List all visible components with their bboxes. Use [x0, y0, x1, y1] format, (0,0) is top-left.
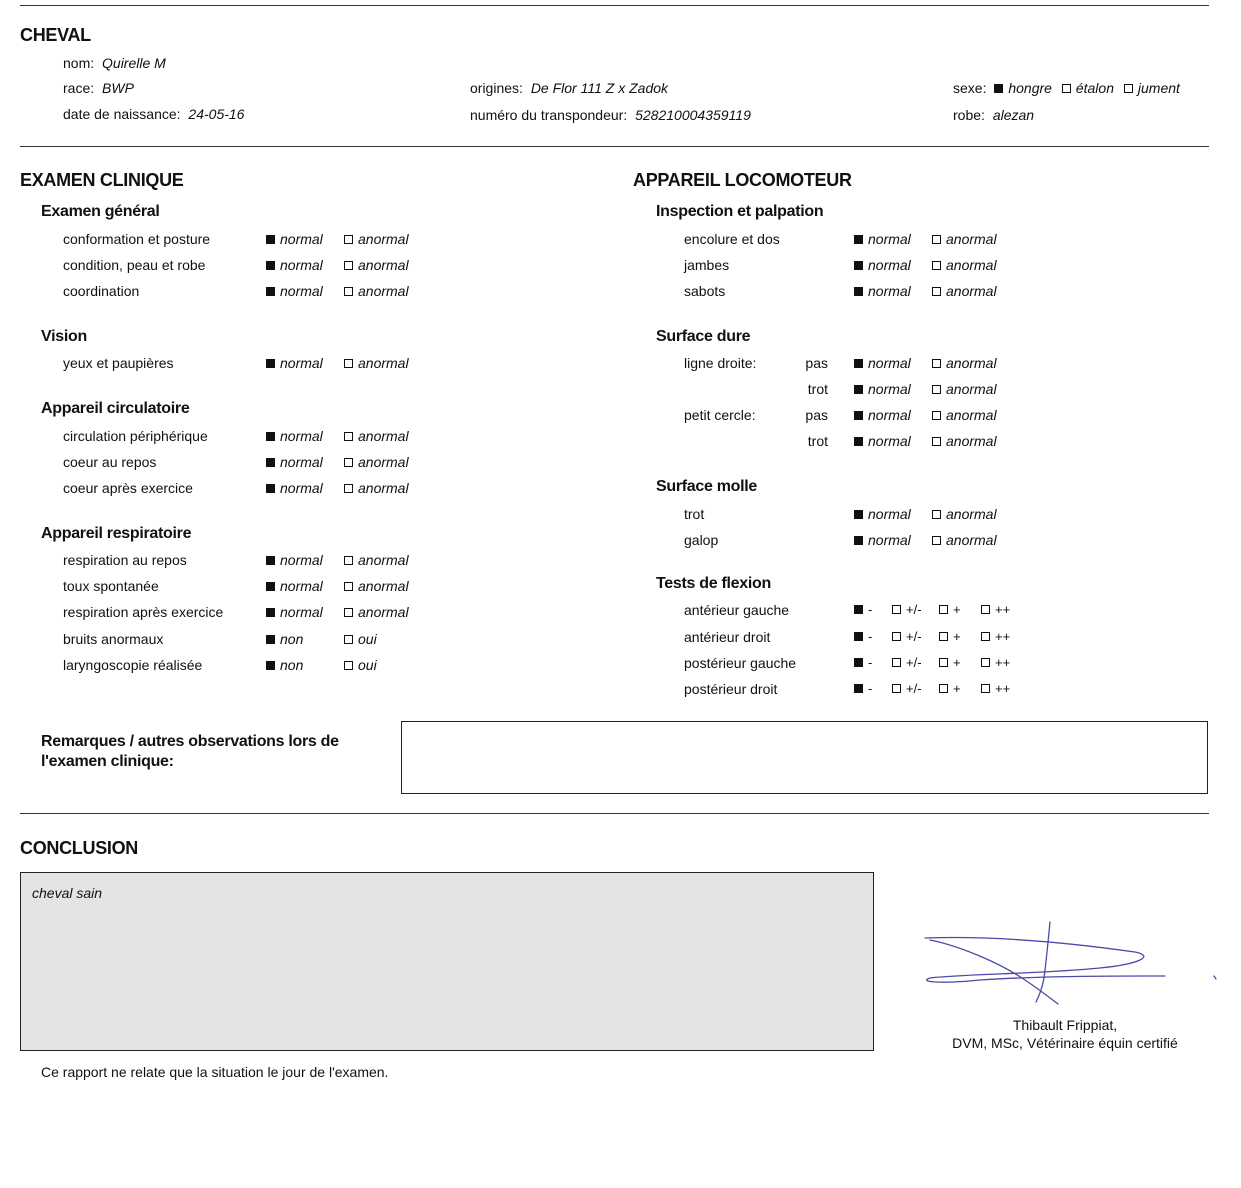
horse-origines-row: origines: De Flor 111 Z x Zadok [470, 80, 669, 96]
subsection-title-circulatoire: Appareil circulatoire [41, 400, 190, 417]
row-label: yeux et paupières [63, 355, 174, 371]
checkbox-checked-icon [266, 661, 275, 670]
checkbox-empty-icon [932, 411, 941, 420]
checkbox-empty-icon [344, 359, 353, 368]
option-group: normal anormal [266, 480, 409, 496]
divider-examen [20, 146, 1209, 147]
checkbox-checked-icon [266, 287, 275, 296]
checkbox-checked-icon [854, 658, 863, 667]
checkbox-empty-icon [344, 287, 353, 296]
checkbox-checked-icon [854, 235, 863, 244]
row-label: condition, peau et robe [63, 257, 206, 273]
row-label-petit-cercle: petit cercle: [684, 407, 756, 423]
checkbox-checked-icon [266, 608, 275, 617]
checkbox-empty-icon [981, 632, 990, 641]
checkbox-empty-icon [892, 605, 901, 614]
checkbox-empty-icon [932, 359, 941, 368]
option-group: normal anormal [854, 407, 997, 423]
checkbox-checked-icon [266, 359, 275, 368]
checkbox-checked-icon [266, 484, 275, 493]
checkbox-checked-icon [854, 261, 863, 270]
checkbox-empty-icon [344, 661, 353, 670]
row-label: coordination [63, 283, 140, 299]
checkbox-checked-icon [854, 385, 863, 394]
row-label: respiration après exercice [63, 604, 224, 620]
gait-label: trot [807, 433, 828, 449]
horse-race-value: BWP [102, 80, 134, 96]
checkbox-checked-icon [266, 556, 275, 565]
row-label: encolure et dos [684, 231, 780, 247]
option-group: normal anormal [854, 506, 997, 522]
horse-name-row: nom: Quirelle M [63, 55, 166, 71]
section-title-locomoteur: APPAREIL LOCOMOTEUR [633, 170, 852, 190]
checkbox-checked-icon [994, 84, 1003, 93]
row-label: postérieur gauche [684, 655, 797, 671]
checkbox-empty-icon [981, 658, 990, 667]
checkbox-empty-icon [932, 261, 941, 270]
checkbox-empty-icon [932, 510, 941, 519]
divider-conclusion [20, 813, 1209, 814]
option-group: normal anormal [854, 257, 997, 273]
option-group: normal anormal [266, 428, 409, 444]
horse-transpondeur-value: 528210004359119 [635, 107, 751, 123]
checkbox-checked-icon [854, 632, 863, 641]
flexion-grades: - +/- + ++ [854, 655, 1010, 670]
row-label: laryngoscopie réalisée [63, 657, 203, 673]
checkbox-checked-icon [266, 458, 275, 467]
option-group: non oui [266, 657, 377, 673]
checkbox-checked-icon [266, 432, 275, 441]
flexion-grades: - +/- + ++ [854, 629, 1010, 644]
checkbox-checked-icon [266, 261, 275, 270]
row-label: sabots [684, 283, 726, 299]
section-title-examen: EXAMEN CLINIQUE [20, 170, 184, 190]
signature-name: Thibault Frippiat, [1012, 1017, 1118, 1033]
checkbox-empty-icon [344, 458, 353, 467]
horse-origines-value: De Flor 111 Z x Zadok [530, 80, 669, 96]
checkbox-checked-icon [854, 536, 863, 545]
horse-sexe-row: sexe: hongre étalon jument [953, 80, 1180, 96]
option-group: normal anormal [854, 355, 997, 371]
row-label: coeur au repos [63, 454, 157, 470]
flexion-grades: - +/- + ++ [854, 602, 1010, 617]
checkbox-empty-icon [344, 635, 353, 644]
subsection-title-inspection: Inspection et palpation [656, 203, 824, 220]
subsection-title-respiratoire: Appareil respiratoire [41, 525, 192, 542]
checkbox-empty-icon [344, 432, 353, 441]
gait-label: trot [807, 381, 828, 397]
checkbox-checked-icon [854, 605, 863, 614]
row-label: respiration au repos [63, 552, 187, 568]
checkbox-checked-icon [854, 510, 863, 519]
horse-robe-row: robe: alezan [953, 107, 1035, 123]
footer-disclaimer: Ce rapport ne relate que la situation le jour de l'examen. [41, 1064, 389, 1080]
checkbox-checked-icon [854, 287, 863, 296]
checkbox-empty-icon [892, 658, 901, 667]
divider-top [20, 5, 1209, 6]
checkbox-empty-icon [344, 608, 353, 617]
option-group: non oui [266, 631, 377, 647]
option-group: normal anormal [266, 257, 409, 273]
checkbox-checked-icon [854, 359, 863, 368]
checkbox-checked-icon [854, 684, 863, 693]
checkbox-empty-icon [932, 235, 941, 244]
remarks-label: Remarques / autres observations lors de l'examen clinique: [41, 733, 339, 770]
subsection-title-general: Examen général [41, 203, 160, 220]
option-group: normal anormal [266, 604, 409, 620]
gait-label: pas [805, 355, 828, 371]
checkbox-checked-icon [266, 582, 275, 591]
horse-name-value: Quirelle M [102, 55, 166, 71]
section-title-conclusion: CONCLUSION [20, 838, 138, 858]
checkbox-empty-icon [1062, 84, 1071, 93]
signature-graphic [920, 918, 1225, 1010]
checkbox-empty-icon [892, 632, 901, 641]
remarks-box[interactable] [401, 721, 1208, 794]
checkbox-empty-icon [932, 287, 941, 296]
row-label: postérieur droit [684, 681, 778, 697]
checkbox-checked-icon [854, 437, 863, 446]
checkbox-empty-icon [981, 684, 990, 693]
horse-robe-value: alezan [992, 107, 1035, 123]
checkbox-empty-icon [939, 632, 948, 641]
row-label: antérieur gauche [684, 602, 790, 618]
checkbox-empty-icon [939, 605, 948, 614]
option-group: normal anormal [854, 231, 997, 247]
checkbox-empty-icon [932, 385, 941, 394]
option-group: normal anormal [854, 283, 997, 299]
option-group: normal anormal [266, 231, 409, 247]
row-label: galop [684, 532, 719, 548]
row-label: trot [684, 506, 705, 522]
conclusion-text: cheval sain [32, 885, 103, 901]
checkbox-empty-icon [981, 605, 990, 614]
sexe-option-etalon: étalon [1062, 80, 1114, 96]
row-label: jambes [684, 257, 730, 273]
horse-naissance-value: 24-05-16 [188, 106, 245, 122]
option-group: normal anormal [854, 433, 997, 449]
checkbox-empty-icon [932, 437, 941, 446]
row-label-ligne-droite: ligne droite: [684, 355, 757, 371]
signature-credentials: DVM, MSc, Vétérinaire équin certifié [952, 1035, 1178, 1051]
checkbox-empty-icon [1124, 84, 1133, 93]
subsection-title-surface-dure: Surface dure [656, 328, 751, 345]
option-group: normal anormal [266, 355, 409, 371]
horse-race-row: race: BWP [63, 80, 134, 96]
checkbox-empty-icon [344, 235, 353, 244]
option-group: normal anormal [266, 578, 409, 594]
horse-naissance-row: date de naissance: 24-05-16 [63, 106, 245, 122]
section-title-cheval: CHEVAL [20, 25, 91, 45]
checkbox-empty-icon [344, 484, 353, 493]
option-group: normal anormal [854, 381, 997, 397]
row-label: coeur après exercice [63, 480, 193, 496]
checkbox-empty-icon [344, 261, 353, 270]
checkbox-empty-icon [932, 536, 941, 545]
checkbox-empty-icon [939, 684, 948, 693]
row-label: conformation et posture [63, 231, 211, 247]
sexe-option-hongre: hongre [994, 80, 1052, 96]
conclusion-box[interactable] [20, 872, 874, 1051]
gait-label: pas [805, 407, 828, 423]
row-label: antérieur droit [684, 629, 771, 645]
row-label: bruits anormaux [63, 631, 164, 647]
checkbox-checked-icon [266, 235, 275, 244]
option-group: normal anormal [854, 532, 997, 548]
option-group: normal anormal [266, 552, 409, 568]
sexe-option-jument: jument [1124, 80, 1180, 96]
checkbox-empty-icon [939, 658, 948, 667]
subsection-title-surface-molle: Surface molle [656, 478, 758, 495]
row-label: toux spontanée [63, 578, 159, 594]
checkbox-checked-icon [854, 411, 863, 420]
option-group: normal anormal [266, 283, 409, 299]
subsection-title-vision: Vision [41, 328, 87, 345]
row-label: circulation périphérique [63, 428, 208, 444]
subsection-title-flexion: Tests de flexion [656, 575, 771, 592]
checkbox-empty-icon [344, 582, 353, 591]
checkbox-empty-icon [344, 556, 353, 565]
horse-transpondeur-row: numéro du transpondeur: 528210004359119 [470, 107, 751, 123]
option-group: normal anormal [266, 454, 409, 470]
checkbox-checked-icon [266, 635, 275, 644]
checkbox-empty-icon [892, 684, 901, 693]
flexion-grades: - +/- + ++ [854, 681, 1010, 696]
